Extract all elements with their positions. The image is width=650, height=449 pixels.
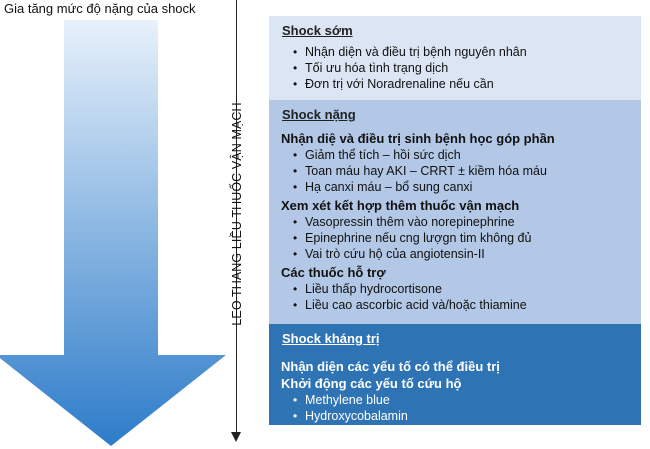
severe-shock-panel: [269, 100, 641, 324]
severe-shock-title: Shock nặng: [282, 107, 356, 122]
escalation-axis-label: [231, 98, 243, 330]
list-item: • Giảm thể tích – hồi sức dịch: [281, 147, 641, 163]
escalation-axis-text: LEO THANG LIỀU THUỐC VẬN MẠCH: [230, 102, 244, 326]
list-item: • Toan máu hay AKI – CRRT ± kiềm hóa máu: [281, 163, 641, 179]
list-item: • Methylene blue: [281, 392, 641, 408]
refractory-heading: Nhận diện các yếu tố có thể điều trị: [281, 359, 500, 374]
early-shock-panel: [269, 16, 641, 100]
list-item: • Tối ưu hóa tình trạng dịch: [281, 60, 641, 76]
list-item: • Liều cao ascorbic acid và/hoặc thiamine: [281, 297, 641, 313]
refractory-heading: Khởi động các yếu tố cứu hộ: [281, 376, 462, 391]
severe-group-heading: Nhận diệ và điều trị sinh bệnh học góp phần: [281, 131, 555, 146]
refractory-list: [281, 392, 641, 424]
list-item: • Hạ canxi máu – bổ sung canxi: [281, 179, 641, 195]
early-shock-title: Shock sớm: [282, 23, 353, 38]
early-shock-list: [281, 44, 641, 92]
list-item: • Hydroxycobalamin: [281, 408, 641, 424]
list-item: • Nhận diện và điều trị bệnh nguyên nhân: [281, 44, 641, 60]
severe-group-list: [281, 147, 641, 195]
list-item: • Epinephrine nếu cng lượgn tim không đủ: [281, 230, 641, 246]
severe-group-list: [281, 214, 641, 262]
severity-arrow: [0, 0, 230, 449]
severe-group-list: [281, 281, 641, 313]
refractory-shock-title: Shock kháng trị: [282, 331, 380, 346]
severity-caption: Gia tăng mức độ nặng của shock: [4, 1, 196, 16]
list-item: • Liều thấp hydrocortisone: [281, 281, 641, 297]
severe-group-heading: Các thuốc hỗ trợ: [281, 265, 386, 280]
severe-group-heading: Xem xét kết hợp thêm thuốc vận mạch: [281, 198, 520, 213]
list-item: • Vai trò cứu hộ của angiotensin-II: [281, 246, 641, 262]
escalation-axis-arrowhead: [231, 432, 241, 442]
list-item: • Đơn trị với Noradrenaline nếu cần: [281, 76, 641, 92]
refractory-shock-panel: [269, 324, 641, 425]
list-item: • Vasopressin thêm vào norepinephrine: [281, 214, 641, 230]
severity-arrow-shape: [0, 20, 226, 446]
